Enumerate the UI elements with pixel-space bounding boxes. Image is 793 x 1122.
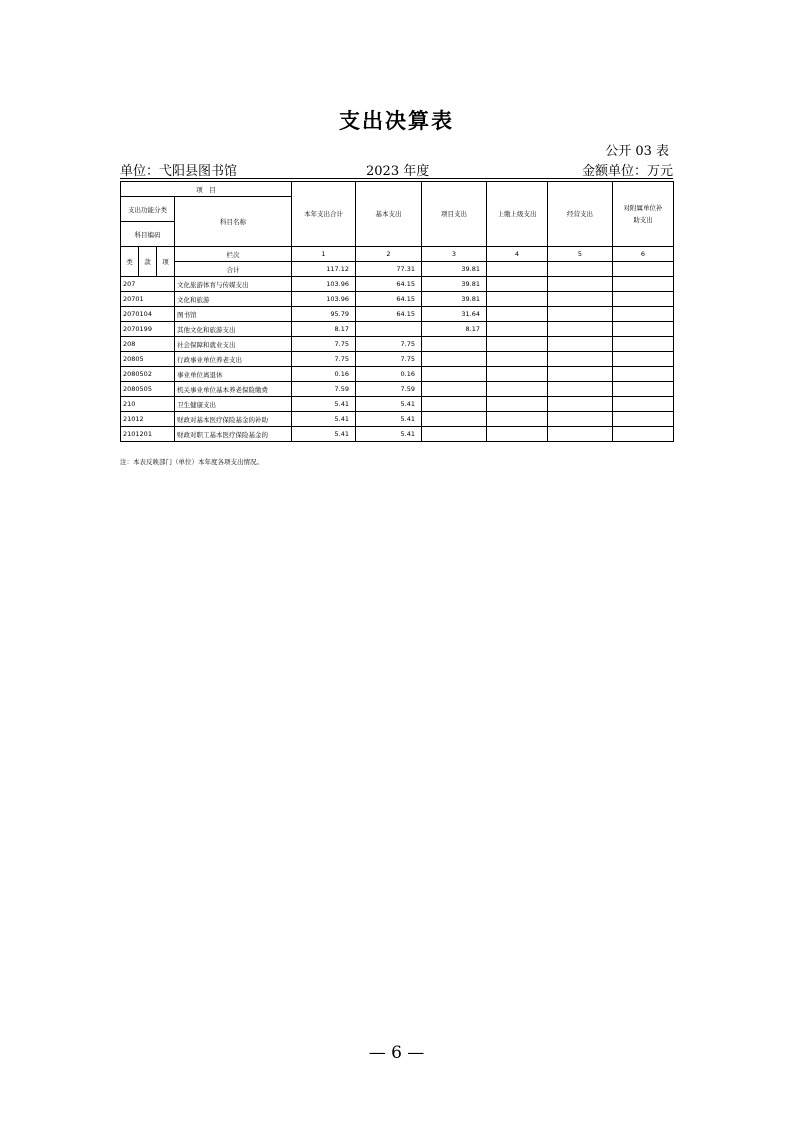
value-cell	[422, 352, 487, 367]
value-cell: 103.96	[292, 292, 356, 307]
col-number: 6	[613, 247, 674, 262]
value-cell: 7.59	[356, 382, 422, 397]
value-cell: 5.41	[356, 427, 422, 442]
value-cell	[613, 292, 674, 307]
value-cell: 64.15	[356, 307, 422, 322]
subject-code: 21012	[121, 412, 175, 427]
header-row-project	[121, 182, 674, 197]
value-cell	[487, 397, 548, 412]
xiang-header: 项	[157, 247, 175, 277]
subject-name-header: 科目名称	[175, 197, 292, 247]
value-cell	[487, 352, 548, 367]
value-cell	[422, 412, 487, 427]
value-cell	[356, 322, 422, 337]
value-cell	[613, 322, 674, 337]
money-unit-label: 金额单位：万元	[581, 164, 673, 179]
total-label: 合计	[175, 262, 292, 277]
subject-code: 2070104	[121, 307, 175, 322]
value-cell	[548, 307, 613, 322]
subject-name: 机关事业单位基本养老保险缴费	[175, 382, 292, 397]
col-header-project: 项目支出	[422, 182, 487, 247]
subject-name: 行政事业单位养老支出	[175, 352, 292, 367]
subject-name: 其他文化和旅游支出	[175, 322, 292, 337]
value-cell	[613, 412, 674, 427]
table-row	[121, 337, 674, 352]
subject-name: 财政对职工基本医疗保险基金的	[175, 427, 292, 442]
value-cell: 5.41	[292, 397, 356, 412]
value-cell: 5.41	[292, 412, 356, 427]
subject-name: 社会保障和就业支出	[175, 337, 292, 352]
subject-code: 2070199	[121, 322, 175, 337]
value-cell: 7.75	[292, 337, 356, 352]
value-cell	[613, 367, 674, 382]
col-header-business: 经营支出	[548, 182, 613, 247]
value-cell	[548, 412, 613, 427]
value-cell	[422, 382, 487, 397]
value-cell: 0.16	[356, 367, 422, 382]
value-cell: 5.41	[356, 397, 422, 412]
value-cell: 7.75	[292, 352, 356, 367]
total-cell	[548, 262, 613, 277]
project-header: 项 目	[121, 182, 292, 197]
value-cell: 95.79	[292, 307, 356, 322]
total-cell	[613, 262, 674, 277]
col-number: 1	[292, 247, 356, 262]
table-row	[121, 292, 674, 307]
table-row	[121, 367, 674, 382]
value-cell: 64.15	[356, 292, 422, 307]
value-cell	[548, 367, 613, 382]
subject-code: 208	[121, 337, 175, 352]
value-cell	[613, 337, 674, 352]
table-row	[121, 277, 674, 292]
subject-name: 文化和旅游	[175, 292, 292, 307]
subject-code: 20701	[121, 292, 175, 307]
table-row	[121, 427, 674, 442]
subject-code: 2101201	[121, 427, 175, 442]
value-cell	[548, 427, 613, 442]
value-cell	[613, 307, 674, 322]
value-cell	[487, 367, 548, 382]
value-cell	[548, 337, 613, 352]
table-row	[121, 352, 674, 367]
subject-name: 财政对基本医疗保险基金的补助	[175, 412, 292, 427]
col-header-upper: 上缴上级支出	[487, 182, 548, 247]
kuan-header: 款	[139, 247, 157, 277]
col-header-total: 本年支出合计	[292, 182, 356, 247]
value-cell	[548, 322, 613, 337]
total-cell: 39.81	[422, 262, 487, 277]
table-row	[121, 322, 674, 337]
table-row	[121, 397, 674, 412]
value-cell: 8.17	[422, 322, 487, 337]
expenditure-table	[120, 181, 674, 442]
value-cell	[548, 277, 613, 292]
value-cell: 5.41	[356, 412, 422, 427]
total-row	[121, 262, 674, 277]
subject-name: 卫生健康支出	[175, 397, 292, 412]
value-cell: 0.16	[292, 367, 356, 382]
value-cell	[487, 382, 548, 397]
subject-name: 图书馆	[175, 307, 292, 322]
func-class-header: 支出功能分类	[121, 197, 175, 222]
value-cell	[613, 427, 674, 442]
page-title: 支出决算表	[339, 108, 454, 133]
subject-code: 20805	[121, 352, 175, 367]
value-cell	[422, 427, 487, 442]
page-number: — 6 —	[368, 1043, 425, 1063]
value-cell	[422, 397, 487, 412]
value-cell	[422, 337, 487, 352]
subject-name: 文化旅游体育与传媒支出	[175, 277, 292, 292]
col-number: 4	[487, 247, 548, 262]
value-cell	[613, 352, 674, 367]
value-cell	[487, 277, 548, 292]
total-cell: 77.31	[356, 262, 422, 277]
table-body	[121, 277, 674, 442]
value-cell	[487, 292, 548, 307]
total-cell	[487, 262, 548, 277]
form-number: 公开 03 表	[605, 144, 669, 159]
value-cell	[487, 337, 548, 352]
value-cell	[613, 382, 674, 397]
value-cell: 39.81	[422, 292, 487, 307]
value-cell: 5.41	[292, 427, 356, 442]
table-row	[121, 307, 674, 322]
value-cell: 8.17	[292, 322, 356, 337]
value-cell: 7.75	[356, 337, 422, 352]
table-note: 注：本表反映部门（单位）本年度各项支出情况。	[120, 458, 263, 466]
value-cell	[487, 412, 548, 427]
subject-code: 2080505	[121, 382, 175, 397]
subject-code-header: 科目编码	[121, 222, 175, 247]
report-meta-row	[120, 160, 673, 179]
subject-code: 2080502	[121, 367, 175, 382]
col-header-basic: 基本支出	[356, 182, 422, 247]
value-cell	[613, 277, 674, 292]
value-cell	[487, 322, 548, 337]
value-cell: 103.96	[292, 277, 356, 292]
table-row	[121, 412, 674, 427]
subject-code: 207	[121, 277, 175, 292]
value-cell	[422, 367, 487, 382]
value-cell	[548, 382, 613, 397]
total-cell: 117.12	[292, 262, 356, 277]
lei-header: 类	[121, 247, 139, 277]
value-cell: 7.59	[292, 382, 356, 397]
value-cell	[613, 397, 674, 412]
value-cell	[487, 307, 548, 322]
table-row	[121, 382, 674, 397]
col-number: 5	[548, 247, 613, 262]
col-number: 3	[422, 247, 487, 262]
header-row-seq	[121, 247, 674, 262]
col-number: 2	[356, 247, 422, 262]
unit-label: 单位：弋阳县图书馆	[120, 164, 238, 179]
value-cell: 31.64	[422, 307, 487, 322]
year-label: 2023 年度	[366, 164, 430, 179]
value-cell	[548, 292, 613, 307]
value-cell: 64.15	[356, 277, 422, 292]
col-seq-label: 栏次	[175, 247, 292, 262]
value-cell	[548, 397, 613, 412]
subject-code: 210	[121, 397, 175, 412]
value-cell	[548, 352, 613, 367]
subject-name: 事业单位离退休	[175, 367, 292, 382]
value-cell	[487, 427, 548, 442]
value-cell: 39.81	[422, 277, 487, 292]
value-cell: 7.75	[356, 352, 422, 367]
col-header-subsidy: 对附属单位补助支出	[613, 182, 674, 247]
